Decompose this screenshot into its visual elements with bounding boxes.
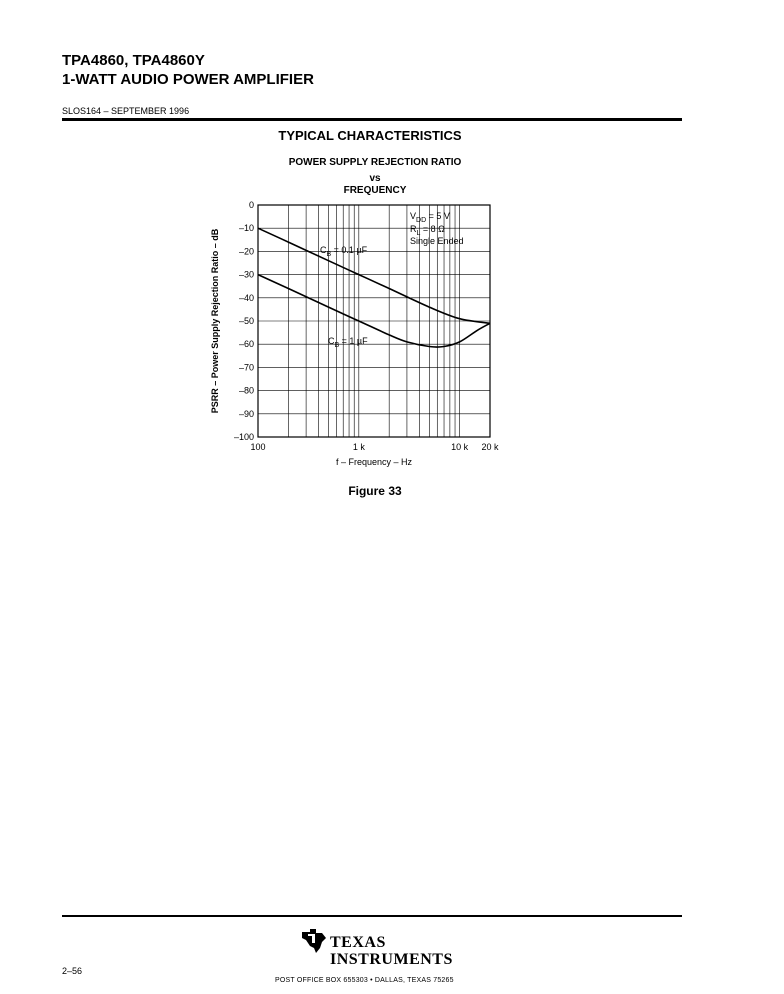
- y-axis-label: PSRR – Power Supply Rejection Ratio – dB: [210, 228, 220, 414]
- x-tick-label: 100: [250, 442, 266, 452]
- y-tick-label: –60: [238, 339, 254, 350]
- x-axis-label: f – Frequency – Hz: [335, 457, 413, 467]
- ti-wordmark-line-2: INSTRUMENTS: [330, 951, 453, 968]
- ti-wordmark: [330, 934, 453, 968]
- y-tick-label: –20: [238, 246, 254, 257]
- series-label-cb-0-1uf: $C_B = 0.1$ µF: [320, 245, 368, 258]
- section-title: TYPICAL CHARACTERISTICS: [278, 128, 462, 143]
- chart-title-line-1: POWER SUPPLY REJECTION RATIO: [288, 157, 462, 168]
- y-tick-label: –80: [238, 385, 254, 396]
- y-tick-label: –70: [238, 362, 254, 373]
- psrr-chart: [200, 195, 530, 480]
- chart-title-line-3: FREQUENCY: [343, 185, 407, 196]
- ti-wordmark-line-1: TEXAS: [330, 934, 386, 951]
- y-tick-label: –10: [238, 223, 254, 234]
- chart-title-line-2: vs: [369, 173, 381, 184]
- figure-caption: Figure 33: [348, 484, 402, 498]
- condition-single-ended: Single Ended: [410, 236, 464, 246]
- x-tick-label: 10 k: [451, 442, 469, 452]
- footer-address: POST OFFICE BOX 655303 • DALLAS, TEXAS 75265: [275, 977, 454, 984]
- y-tick-label: –100: [233, 432, 254, 442]
- condition-rl: $R_L = 8$ Ω: [410, 224, 445, 237]
- y-tick-label: –30: [238, 269, 254, 280]
- document-id: SLOS164 – SEPTEMBER 1996: [62, 106, 190, 116]
- series-label-cb-1uf: $C_B = 1$ µF: [328, 336, 368, 349]
- header-part-numbers: TPA4860, TPA4860Y: [62, 52, 205, 69]
- header-rule: [62, 118, 682, 121]
- page-number: 2–56: [62, 966, 83, 976]
- footer-rule: [62, 915, 682, 917]
- y-tick-label: –90: [238, 408, 254, 419]
- condition-vdd: $V_{DD} = 5$ V: [410, 211, 450, 224]
- ti-logo-icon: [300, 928, 328, 954]
- x-tick-label: 20 k: [481, 442, 499, 452]
- y-tick-label: 0: [248, 200, 254, 210]
- x-tick-label: 1 k: [352, 442, 365, 452]
- y-tick-label: –50: [238, 316, 254, 326]
- y-tick-label: –40: [238, 292, 254, 303]
- header-product-title: 1-WATT AUDIO POWER AMPLIFIER: [62, 71, 314, 88]
